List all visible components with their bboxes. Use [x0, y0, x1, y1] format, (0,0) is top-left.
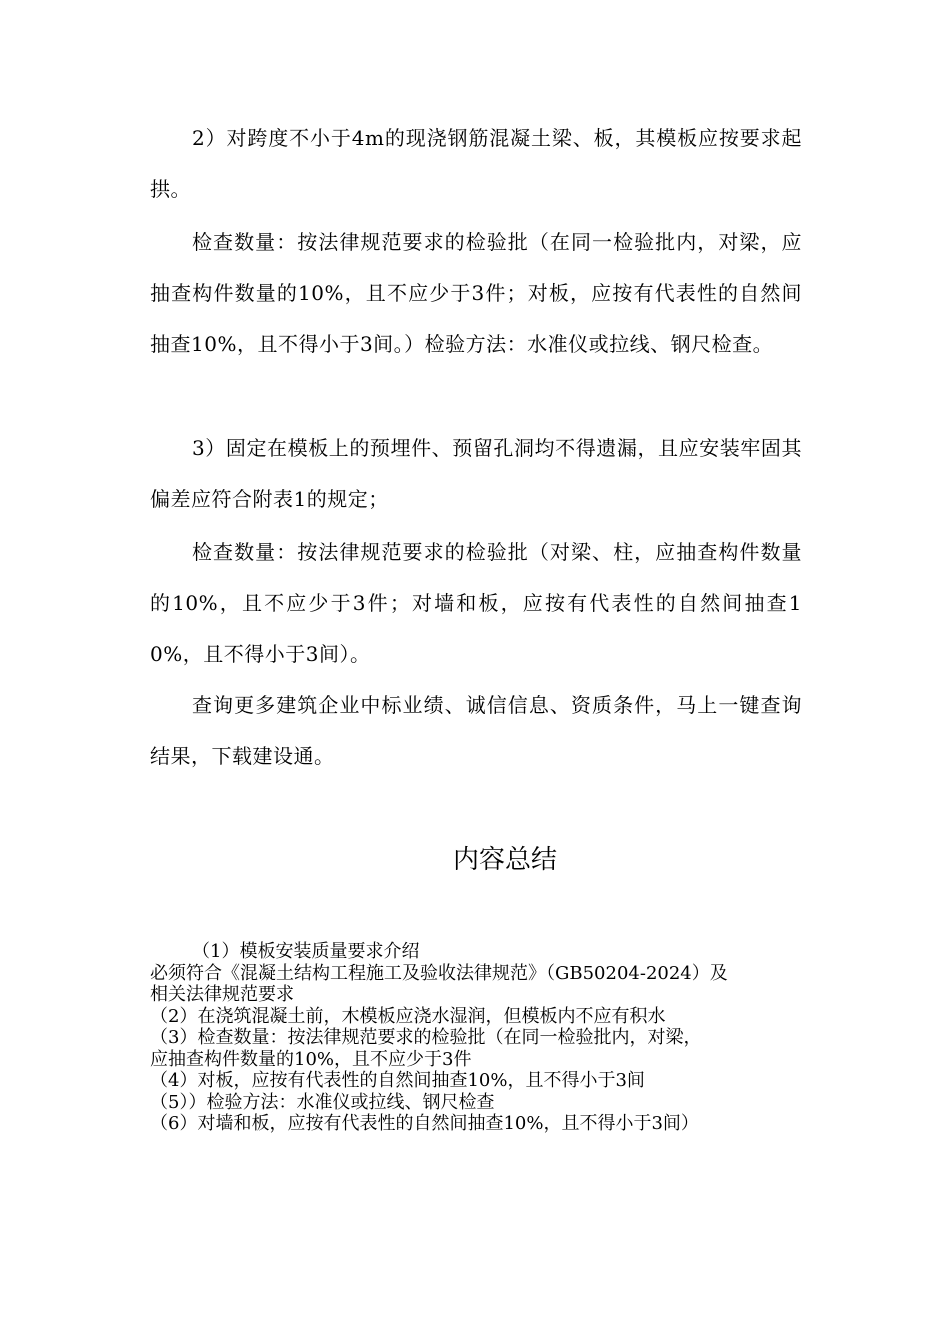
summary-line: 相关法律规范要求 — [150, 984, 294, 1005]
summary-block — [150, 941, 805, 1135]
summary-line: （2）在浇筑混凝土前，木模板应浇水湿润，但模板内不应有积水 — [150, 1005, 666, 1027]
paragraph-promo: 查询更多建筑企业中标业绩、诚信信息、资质条件，马上一键查询结果，下载建设通。 — [150, 693, 802, 768]
summary-line: （3）检查数量：按法律规范要求的检验批（在同一检验批内，对梁， — [150, 1027, 702, 1048]
paragraph-camber-requirement: 2）对跨度不小于4m的现浇钢筋混凝土梁、板，其模板应按要求起拱。 — [150, 126, 802, 201]
paragraph-embedded-parts: 3）固定在模板上的预埋件、预留孔洞均不得遗漏，且应安装牢固其偏差应符合附表1的规定； — [150, 436, 802, 511]
summary-line: （1）模板安装质量要求介绍 — [192, 941, 420, 962]
summary-line: （6）对墙和板，应按有代表性的自然间抽查10%，且不得小于3间） — [150, 1113, 699, 1134]
summary-line: （4）对板，应按有代表性的自然间抽查10%，且不得小于3间 — [150, 1070, 645, 1091]
summary-line: 必须符合《混凝土结构工程施工及验收法律规范》（GB50204-2024）及 — [150, 962, 728, 984]
summary-line: （5））检验方法：水准仪或拉线、钢尺检查 — [150, 1091, 495, 1113]
summary-line: 应抽查构件数量的10%，且不应少于3件 — [150, 1048, 472, 1070]
paragraph-inspection-quantity-2: 检查数量：按法律规范要求的检验批（对梁、柱，应抽查构件数量的10%，且不应少于3件；对墙和板，应按有代表性的自然间抽查10%，且不得小于3间）。 — [150, 540, 802, 666]
summary-title: 内容总结 — [452, 845, 557, 875]
paragraph-inspection-quantity-1: 检查数量：按法律规范要求的检验批（在同一检验批内，对梁，应抽查构件数量的10%，且不应少于3件；对板，应按有代表性的自然间抽查10%，且不得小于3间。）检验方法：水准仪或拉线、钢尺检查。 — [150, 230, 802, 356]
